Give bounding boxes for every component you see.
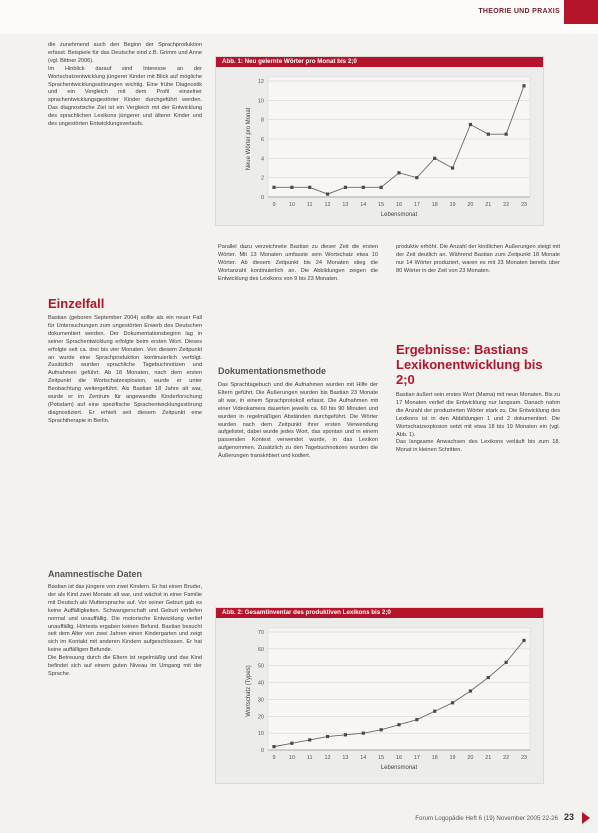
chart1-y-tick-label: 6 — [260, 137, 264, 143]
chart1-x-tick-label: 13 — [342, 202, 349, 208]
chart2-x-tick-label: 22 — [503, 755, 510, 761]
chart1-data-point — [362, 186, 365, 189]
column-1-middle — [48, 315, 202, 552]
chart2-data-point — [487, 676, 490, 679]
column-1-top — [48, 42, 202, 274]
chart1-plot-area — [268, 77, 530, 197]
chart1-x-tick-label: 21 — [485, 202, 492, 208]
figure-1-title: Abb. 1: Neu gelernte Wörter pro Monat bis 2;0 — [216, 57, 543, 67]
chart1-x-tick-label: 12 — [324, 202, 331, 208]
chart1-data-point — [290, 186, 293, 189]
figure-2 — [215, 607, 544, 784]
column-2-top — [218, 244, 378, 348]
chart1-x-tick-label: 15 — [378, 202, 385, 208]
col2-paragraph-2: Das Sprachtagebuch und die Aufnahmen wurden mit Hilfe der Eltern geführt. Die Äußerungen wurden bis Bastian 23 Monate alt war, in einem Sprachprotokoll erfasst. Die Aufnahmen mit einer Videokamera dauerten jeweils ca. 60 bis 90 Minuten und wurden in regelmäßigen Abständen durchgeführt. Die Wörter wurden nach dem Zeitpunkt ihrer ersten Verwendung aufgelistet, dabei wurde jedes Wort, das spontan und in einem passenden Kontext verwendet wurde, in das Lexikon aufgenommen. Zusätzlich zu den Tagebuchnotizen wurden die Äußerungen transkribiert und kodiert. — [218, 382, 378, 460]
chart1-data-point — [451, 166, 454, 169]
red-corner-strip — [564, 0, 598, 24]
chart2-x-tick-label: 9 — [272, 755, 276, 761]
chart2-x-tick-label: 12 — [324, 755, 331, 761]
col1-paragraph-5: Die Betreuung durch die Eltern ist regelmäßig und das Kind befindet sich auf einem guten Niveau im Umgang mit der Sprache. — [48, 655, 202, 677]
chart1-data-point — [308, 186, 311, 189]
section-tag: THEORIE UND PRAXIS — [478, 8, 560, 15]
chart2-data-point — [522, 639, 525, 642]
chart1-data-point — [505, 133, 508, 136]
chart1-y-axis-label: Neue Wörter pro Monat — [246, 107, 252, 171]
chart1-x-axis-label: Lebensmonat — [380, 212, 418, 218]
chart1-data-point — [272, 186, 275, 189]
chart1-data-point — [397, 171, 400, 174]
chart2-data-point — [505, 661, 508, 664]
col1-paragraph-1: die zunehmend auch den Beginn der Sprachproduktion erfasst. Beispiele für das Deutsche sind z.B. Grimm und Anne (vgl. Bittner 2006). — [48, 42, 202, 64]
chart2-y-tick-label: 30 — [257, 697, 264, 704]
chart1-x-tick-label: 11 — [306, 202, 313, 208]
chart1-x-tick-label: 23 — [520, 202, 528, 208]
chart2-data-point — [290, 742, 293, 745]
chart1-data-point — [380, 186, 383, 189]
chart2-x-tick-label: 14 — [360, 755, 367, 761]
chart2-x-tick-label: 19 — [449, 755, 456, 761]
chart1-x-tick-label: 22 — [503, 202, 510, 208]
figure-1 — [215, 56, 544, 226]
heading-einzelfall: Einzelfall — [48, 296, 105, 311]
chart1-data-point — [433, 157, 436, 160]
column-1-bottom — [48, 584, 202, 784]
col1-paragraph-4: Bastian ist das jüngere von zwei Kindern. Er hat einen Bruder, der als Kind zwei Monate alt war, und wächst in einer Familie mit Deutsch als Muttersprache auf. Vor seiner Geburt gab es keine Auffälligkeiten. Schwangerschaft und Geburt verliefen normal und unauffällig. Die motorische Entwicklung verlief unauffällig. Hörtests ergaben keinen Befund. Bastian besucht seit dem Alter von zwei Jahren einen Kindergarten und zeigt sich im Kontakt mit anderen Kindern aufgeschlossen. Er hat keine auffälligen Befunde. — [48, 584, 202, 654]
chart2-y-tick-label: 20 — [257, 714, 264, 721]
col1-paragraph-2: Im Hinblick darauf sind Interesse an der Wortschatzentwicklung jüngerer Kinder mit Blick auf mögliche Sprachentwicklungsstörungen wichtig. Eine frühe Diagnostik und ein Vergleich mit dem Profil einzelner sprachentwicklungsgestörter Kinder durchgeführt werden. Das diagnostische Ziel ist ein Vergleich mit der Entwicklung des sprachlichen Lexikons jüngerer und älterer Kinder und des ungestörten Entwicklungsverlaufs. — [48, 65, 202, 128]
column-3-bottom — [396, 392, 560, 610]
col3-paragraph-3: Das langsame Anwachsen des Lexikons verläuft bis zum 18. Monat in kleinen Schritten. — [396, 439, 560, 454]
chart1-data-point — [487, 133, 490, 136]
chart1-y-tick-label: 0 — [260, 195, 264, 201]
chart1-x-tick-label: 14 — [360, 202, 367, 208]
chart1-data-point — [415, 176, 418, 179]
chart2-x-tick-label: 20 — [467, 755, 474, 761]
chart2-x-tick-label: 18 — [431, 755, 438, 761]
page-number: 23 — [564, 812, 575, 822]
chart2-data-point — [326, 735, 329, 738]
col1-paragraph-3: Bastian (geboren September 2004) sollte als ein neuer Fall für Untersuchungen zum ungestörten Erwerb des Deutschen dokumentiert werden. Der Dokumentationsbeginn lag in seiner Sprachentwicklung erfolgte beim ersten Wort. Dieses erfolgte seit ca. drei bis vier Monaten. Von diesem Zeitpunkt an wurde eine Sprachproduktion kontinuierlich verfolgt. Zusätzlich wurden sprachliche Tagebuchnotizen und Aufnahmen geführt. Ab 18 Monaten, nach dem ersten Zeitpunkt die Wortschatzexplosion, wurde er unter Beobachtung weitergeführt. Als Bastian 18 Jahre alt war, wurde er im Zentrum für angewandte Kinderforschung (Potsdam) auf eine spezifische Sprachentwicklungsstörung diagnostiziert. Er erhielt seit diesem Zeitpunkt eine Sprachtherapie in Berlin. — [48, 315, 202, 424]
col2-paragraph-1: Parallel dazu verzeichnete Bastian zu dieser Zeit die ersten Wörter. Mit 13 Monaten umfasste sein Wortschatz etwa 10 Wörter. Ab diesem Zeitpunkt bis 24 Monaten stieg die Wortanzahl kontinuierlich an. Die Abbildungen zeigen die Entwicklung des Lexikons von 9 bis 23 Monaten. — [218, 244, 378, 282]
col3-paragraph-2: Bastian äußert sein erstes Wort (Mama) mit neun Monaten. Bis zu 17 Monaten verlief die Entwicklung nur langsam. Danach nahm die Anzahl der produzierten Wörter stark zu. Die Entwicklung des Lexikons ist in den Abbildungen 1 und 2 dokumentiert. Die Wortschatzexplosion setzt mit etwa 18 bis 19 Monaten ein (vgl. Abb. 1). — [396, 392, 560, 438]
chart1-y-tick-label: 8 — [260, 117, 264, 124]
chart2-data-point — [344, 733, 347, 736]
chart1-x-tick-label: 19 — [449, 202, 456, 208]
chart2-y-tick-label: 10 — [257, 731, 264, 738]
chart2-data-point — [415, 718, 418, 721]
chart1-x-tick-label: 10 — [288, 202, 295, 208]
chart1-x-tick-label: 17 — [413, 202, 420, 208]
chart2-x-axis-label: Lebensmonat — [380, 765, 418, 771]
chart1-data-point — [326, 193, 329, 196]
chart1-y-tick-label: 4 — [260, 156, 264, 163]
chart2-y-tick-label: 60 — [257, 646, 264, 653]
chart2-x-tick-label: 10 — [288, 755, 295, 761]
chart2-data-point — [362, 732, 365, 735]
chart2-x-tick-label: 16 — [395, 755, 403, 761]
page-header-band — [0, 0, 598, 34]
col3-paragraph-1: produktiv erhöht. Die Anzahl der kindlichen Äußerungen steigt mit der Zeit deutlich an. Während Bastian zum Zeitpunkt 18 Monate nur 14 Wörter produziert, waren es mit 23 Monaten bereits über 80 Wörter in der Zeit von 23 Monaten. — [396, 244, 560, 274]
figure-2-title: Abb. 2: Gesamtinventar des produktiven Lexikons bis 2;0 — [216, 608, 543, 618]
chart1-y-tick-label: 2 — [260, 175, 264, 182]
chart2-data-point — [397, 723, 400, 726]
chart2-y-tick-label: 50 — [257, 663, 264, 670]
chart2-x-tick-label: 15 — [378, 755, 385, 761]
chart2-x-tick-label: 23 — [520, 755, 528, 761]
column-3-top — [396, 244, 560, 328]
chart2-data-point — [469, 689, 472, 692]
figure-1-chart — [216, 67, 543, 223]
chart2-x-tick-label: 13 — [342, 755, 349, 761]
chart1-data-point — [522, 84, 525, 87]
chart1-x-tick-label: 18 — [431, 202, 438, 208]
chart2-x-tick-label: 17 — [413, 755, 420, 761]
chart2-x-tick-label: 21 — [485, 755, 492, 761]
chart2-data-point — [380, 728, 383, 731]
chart2-data-point — [433, 710, 436, 713]
chart2-y-axis-label: Wortschatz (Types) — [246, 665, 252, 717]
chart2-x-tick-label: 11 — [306, 755, 313, 761]
chart1-data-point — [469, 123, 472, 126]
chart2-data-point — [272, 745, 275, 748]
chart1-y-tick-label: 12 — [257, 79, 264, 85]
page-arrow-icon — [582, 812, 590, 824]
figure-2-chart — [216, 618, 543, 781]
chart2-data-point — [308, 738, 311, 741]
chart2-y-tick-label: 40 — [257, 680, 264, 687]
chart2-data-point — [451, 701, 454, 704]
heading-anamnestische-daten: Anamnestische Daten — [48, 569, 143, 579]
column-2-bottom — [218, 382, 378, 612]
chart2-plot-area — [268, 628, 530, 750]
chart1-y-tick-label: 10 — [257, 98, 264, 105]
chart2-y-tick-label: 0 — [260, 748, 264, 754]
heading-ergebnisse: Ergebnisse: Bastians Lexikonentwicklung bis 2;0 — [396, 342, 543, 387]
chart1-x-tick-label: 20 — [467, 202, 474, 208]
footer-citation: Forum Logopädie Heft 6 (19) November 2005 22-26 — [415, 815, 558, 822]
chart1-x-tick-label: 16 — [395, 202, 403, 208]
chart1-data-point — [344, 186, 347, 189]
heading-dokumentationsmethode: Dokumentationsmethode — [218, 366, 327, 376]
chart1-x-tick-label: 9 — [272, 202, 276, 208]
chart2-y-tick-label: 70 — [257, 630, 264, 636]
